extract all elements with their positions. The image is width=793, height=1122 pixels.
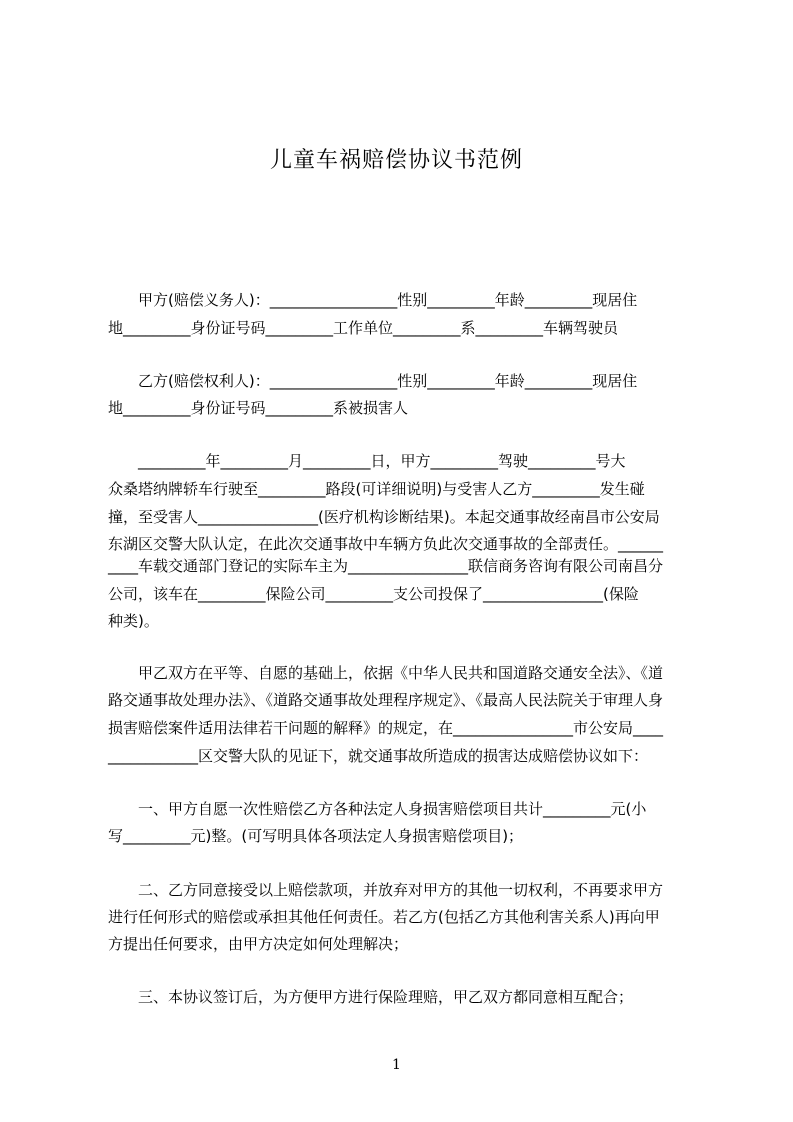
- text-line: 进行任何形式的赔偿或承担其他任何责任。若乙方(包括乙方其他利害关系人)再向甲: [108, 908, 660, 926]
- page-number: 1: [392, 1057, 401, 1073]
- text-line: 甲方(赔偿义务人)：_________________性别_________年龄_________现居住: [108, 291, 638, 309]
- text-line: 公司，该车在_________保险公司_________支公司投保了________________(保险: [108, 585, 639, 603]
- text-line: 地_________身份证号码_________工作单位_________系_________车辆驾驶员: [108, 319, 619, 337]
- document-title: 儿童车祸赔偿协议书范例: [269, 148, 523, 173]
- text-line: 路交通事故处理办法》、《道路交通事故处理程序规定》、《最高人民法院关于审理人身: [108, 691, 664, 709]
- text-line: 甲乙双方在平等、自愿的基础上，依据《中华人民共和国道路交通安全法》、《道: [108, 664, 664, 682]
- text-line: 方提出任何要求，由甲方决定如何处理解决；: [108, 935, 409, 953]
- text-line: ____车载交通部门登记的实际车主为________________联信商务咨询有限公司南昌分: [108, 557, 664, 575]
- text-line: _________年_________月_________日，甲方_________驾驶_________号大: [108, 452, 626, 470]
- text-line: 撞，至受害人________________(医疗机构诊断结果)。本起交通事故经南昌市公安局: [108, 508, 660, 526]
- text-line: 一、甲方自愿一次性赔偿乙方各种法定人身损害赔偿项目共计_________元(小: [108, 800, 647, 818]
- text-line: 地_________身份证号码_________系被损害人: [108, 399, 409, 417]
- text-line: 众桑塔纳牌轿车行驶至_________路段(可详细说明)与受害人乙方_________发生碰: [108, 480, 645, 498]
- text-line: 乙方(赔偿权利人)：_________________性别_________年龄_________现居住: [108, 372, 638, 390]
- text-line: ____________区交警大队的见证下，就交通事故所造成的损害达成赔偿协议如下：: [108, 747, 649, 765]
- text-line: 东湖区交警大队认定，在此次交通事故中车辆方负此次交通事故的全部责任。______: [108, 535, 664, 553]
- text-line: 二、乙方同意接受以上赔偿款项，并放弃对甲方的其他一切权利，不再要求甲方: [108, 881, 664, 899]
- text-line: 写_________元)整。(可写明具体各项法定人身损害赔偿项目)；: [108, 827, 524, 845]
- text-line: 三、本协议签订后，为方便甲方进行保险理赔，甲乙双方都同意相互配合；: [108, 988, 634, 1006]
- text-line: 损害赔偿案件适用法律若干问题的解释》的规定，在________________市公安局____: [108, 719, 664, 737]
- text-line: 种类)。: [108, 612, 159, 630]
